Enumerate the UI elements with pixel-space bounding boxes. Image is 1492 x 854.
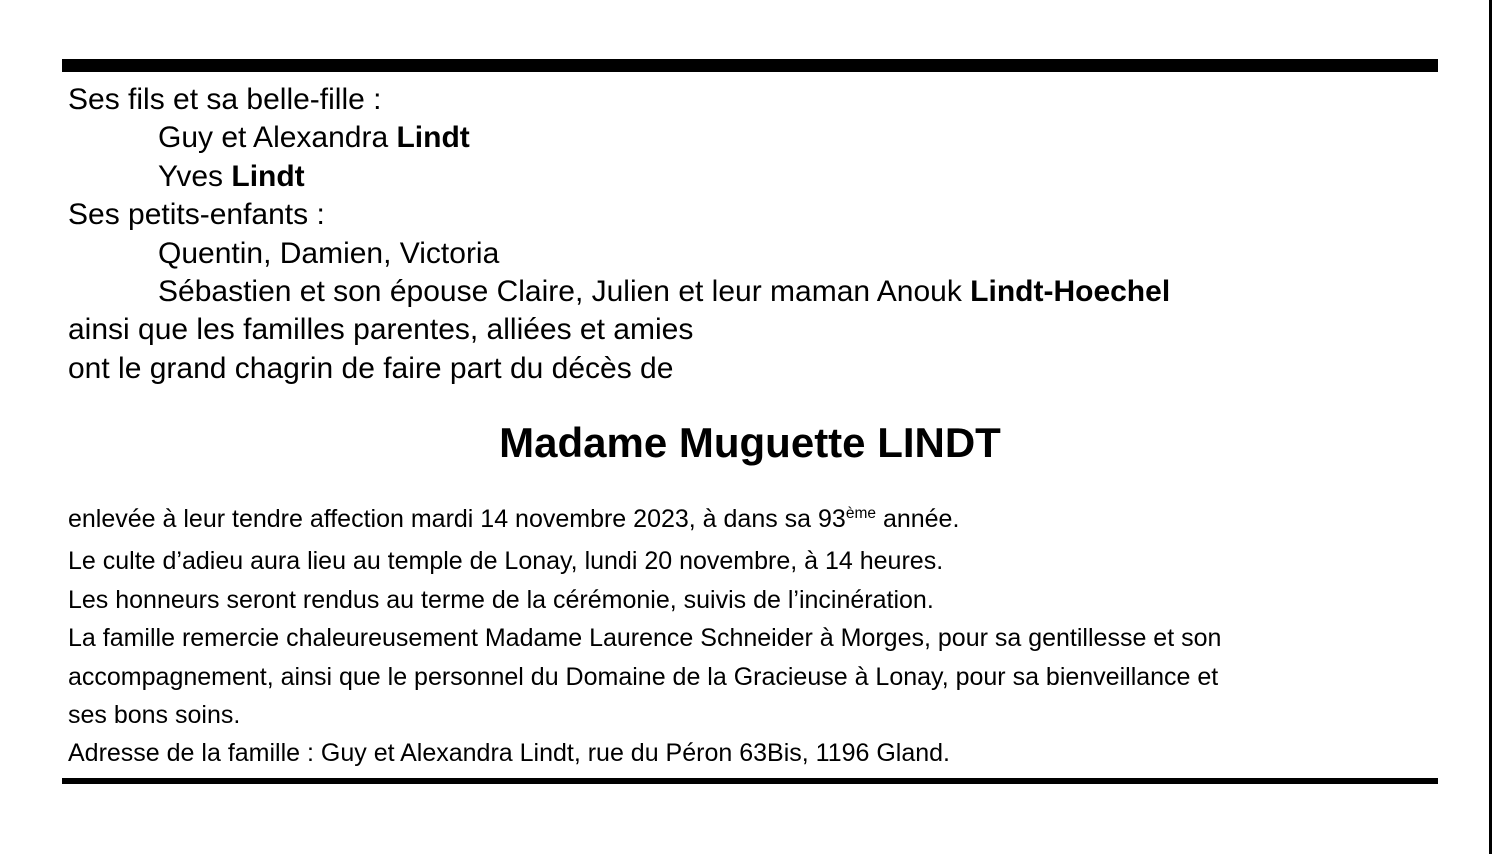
text-run: Yves <box>158 159 232 193</box>
grandchildren-line-1 <box>68 235 1438 273</box>
thanks-line-2 <box>68 658 1448 696</box>
families-line <box>68 311 1438 349</box>
ordinal-superscript: ème <box>845 505 876 523</box>
family-name-bold: Lindt <box>231 159 305 193</box>
announcement-line <box>68 350 1438 388</box>
relation-sons-label <box>68 81 1438 119</box>
text-run: ainsi que les familles parentes, alliées et amies <box>68 313 694 347</box>
son-guy-line <box>68 119 1438 157</box>
deceased-name-title: Madame Muguette LINDT <box>499 419 1001 466</box>
text-run: ses bons soins. <box>68 701 241 730</box>
thanks-line-1 <box>68 619 1448 657</box>
text-run: Les honneurs seront rendus au terme de la cérémonie, suivis de l’incinération. <box>68 585 934 614</box>
text-run: Quentin, Damien, Victoria <box>158 236 500 270</box>
text-run: accompagnement, ainsi que le personnel du Domaine de la Gracieuse à Lonay, pour sa bienveillance et <box>68 662 1219 691</box>
text-run: La famille remercie chaleureusement Madame Laurence Schneider à Morges, pour sa gentillesse et son <box>68 624 1222 653</box>
text-run: Guy et Alexandra <box>158 121 397 155</box>
family-address-line <box>68 734 1448 772</box>
family-name-bold: Lindt-Hoechel <box>970 275 1171 309</box>
text-run: année. <box>876 505 960 533</box>
honors-line <box>68 581 1448 619</box>
son-yves-line <box>68 158 1438 196</box>
text-run: Le culte d’adieu aura lieu au temple de Lonay, lundi 20 novembre, à 14 heures. <box>68 547 944 576</box>
text-run: ont le grand chagrin de faire part du décès de <box>68 351 674 385</box>
text-run: Ses petits-enfants : <box>68 198 325 232</box>
text-run: Adresse de la famille : Guy et Alexandra Lindt, rue du Péron 63Bis, 1196 Gland. <box>68 739 951 768</box>
bottom-rule <box>62 778 1438 784</box>
ceremony-line <box>68 542 1448 580</box>
text-run: enlevée à leur tendre affection mardi 14 novembre 2023, à dans sa 93 <box>68 505 846 533</box>
notice-body-block <box>68 500 1448 773</box>
text-run: Sébastien et son épouse Claire, Julien et leur maman Anouk <box>158 275 971 309</box>
family-intro-block <box>68 81 1438 388</box>
text-run: Ses fils et sa belle-fille : <box>68 83 382 116</box>
death-date-line <box>68 500 1448 542</box>
family-name-bold: Lindt <box>396 121 470 155</box>
grandchildren-line-2 <box>68 273 1438 311</box>
relation-grandchildren-label <box>68 196 1438 234</box>
top-rule <box>62 59 1438 72</box>
thanks-line-3 <box>68 696 1448 734</box>
